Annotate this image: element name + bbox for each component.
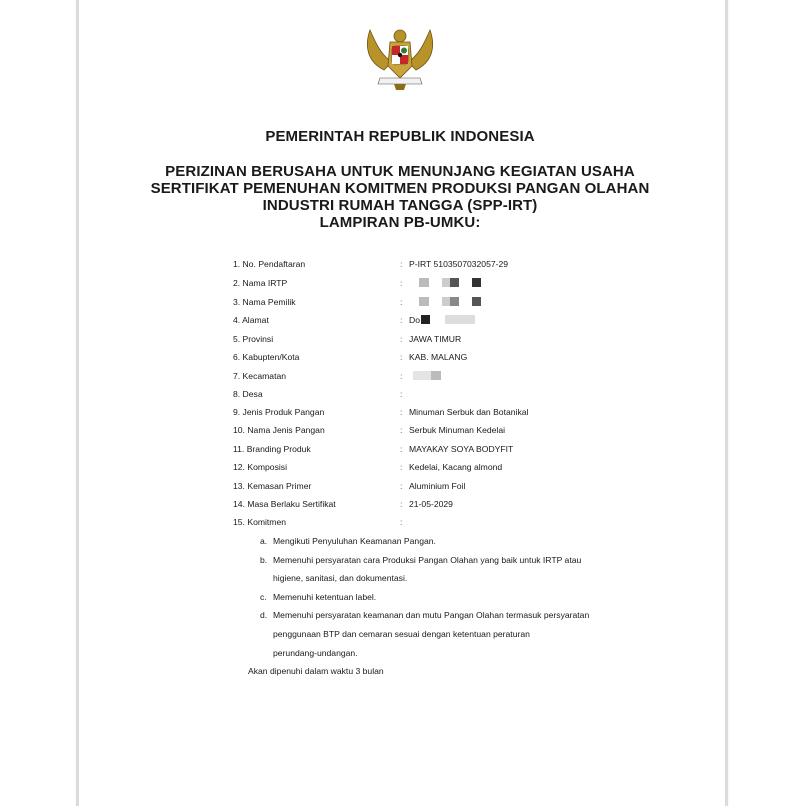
field-value: Minuman Serbuk dan Botanikal (409, 407, 529, 417)
footer-note: Akan dipenuhi dalam waktu 3 bulan (248, 666, 384, 676)
field-row (233, 388, 733, 400)
field-row (233, 406, 733, 418)
government-heading: PEMERINTAH REPUBLIK INDONESIA (265, 128, 535, 145)
field-row (233, 351, 733, 363)
redacted-block (421, 315, 430, 324)
field-label: 15. Komitmen (233, 517, 287, 527)
field-row (233, 461, 733, 473)
komitmen-text: higiene, sanitasi, dan dokumentasi. (273, 573, 408, 584)
field-label: 10. Nama Jenis Pangan (233, 425, 325, 435)
field-row (233, 296, 733, 308)
redacted-block (419, 297, 429, 306)
field-label: 3. Nama Pemilik (233, 297, 296, 307)
field-label: 1. No. Pendaftaran (233, 259, 306, 269)
redacted-block (450, 297, 459, 306)
field-colon: : (400, 499, 403, 509)
redacted-block (442, 297, 450, 306)
redacted-block (450, 278, 459, 287)
field-label: 14. Masa Berlaku Sertifikat (233, 499, 336, 509)
field-row (233, 424, 733, 436)
komitmen-letter: d. (260, 610, 268, 621)
field-label: 6. Kabupten/Kota (233, 352, 300, 362)
field-colon: : (400, 315, 403, 325)
field-colon: : (400, 259, 403, 269)
komitmen-letter: b. (260, 554, 268, 565)
field-colon: : (400, 481, 403, 491)
title-line-1: PERIZINAN BERUSAHA UNTUK MENUNJANG KEGIATAN USAHA (165, 163, 635, 180)
komitmen-text: Memenuhi persyaratan cara Produksi Pangan Olahan yang baik untuk IRTP atau (273, 554, 582, 565)
field-row (233, 498, 733, 510)
field-label: 8. Desa (233, 389, 263, 399)
field-row (233, 443, 733, 455)
field-label: 4. Alamat (233, 315, 269, 325)
field-label: 12. Komposisi (233, 462, 287, 472)
title-line-2: SERTIFIKAT PEMENUHAN KOMITMEN PRODUKSI PANGAN OLAHAN (150, 180, 650, 197)
field-colon: : (400, 278, 403, 288)
field-colon: : (400, 425, 403, 435)
title-line-3: INDUSTRI RUMAH TANGGA (SPP-IRT) (262, 197, 538, 214)
field-value: 21-05-2029 (409, 499, 453, 509)
field-row (233, 333, 733, 345)
redacted-block (431, 371, 441, 380)
field-colon: : (400, 389, 403, 399)
field-row (233, 277, 733, 289)
komitmen-letter: c. (260, 591, 267, 602)
redacted-block (445, 315, 475, 324)
field-label: 5. Provinsi (233, 334, 274, 344)
redacted-block (442, 278, 450, 287)
komitmen-text: Memenuhi ketentuan label. (273, 591, 377, 602)
field-colon: : (400, 407, 403, 417)
field-colon: : (400, 462, 403, 472)
field-value: P-IRT 5103507032057-29 (409, 259, 509, 269)
komitmen-text: perundang-undangan. (273, 647, 358, 658)
field-value: KAB. MALANG (409, 352, 468, 362)
field-colon: : (400, 352, 403, 362)
field-label: 2. Nama IRTP (233, 278, 288, 288)
field-row (233, 314, 733, 326)
document-page (76, 0, 728, 806)
komitmen-letter: a. (260, 536, 268, 546)
garuda-pancasila-emblem-icon (362, 22, 438, 94)
field-label: 13. Kemasan Primer (233, 481, 312, 491)
field-label: 11. Branding Produk (233, 444, 311, 454)
field-value: Serbuk Minuman Kedelai (409, 425, 506, 435)
komitmen-text: penggunaan BTP dan cemaran sesuai dengan ketentuan peraturan (273, 629, 530, 639)
field-row (233, 258, 733, 270)
komitmen-text: Mengikuti Penyuluhan Keamanan Pangan. (273, 536, 436, 546)
field-value: Kedelai, Kacang almond (409, 462, 503, 472)
redacted-block (413, 371, 431, 380)
field-row (233, 480, 733, 492)
field-value: JAWA TIMUR (409, 334, 462, 344)
field-colon: : (400, 517, 403, 527)
field-row (233, 516, 733, 528)
redacted-block (472, 297, 481, 306)
field-row (233, 370, 733, 382)
field-colon: : (400, 297, 403, 307)
field-value: MAYAKAY SOYA BODYFIT (409, 444, 514, 454)
field-label: 7. Kecamatan (233, 371, 287, 381)
field-value: Do (409, 315, 420, 325)
field-colon: : (400, 371, 403, 381)
komitmen-text: Memenuhi persyaratan keamanan dan mutu Pangan Olahan termasuk persyaratan (273, 610, 590, 621)
title-line-4: LAMPIRAN PB-UMKU: (319, 214, 481, 231)
redacted-block (419, 278, 429, 287)
field-value: Aluminium Foil (409, 481, 466, 491)
field-colon: : (400, 334, 403, 344)
field-label: 9. Jenis Produk Pangan (233, 407, 325, 417)
field-colon: : (400, 444, 403, 454)
redacted-block (472, 278, 481, 287)
